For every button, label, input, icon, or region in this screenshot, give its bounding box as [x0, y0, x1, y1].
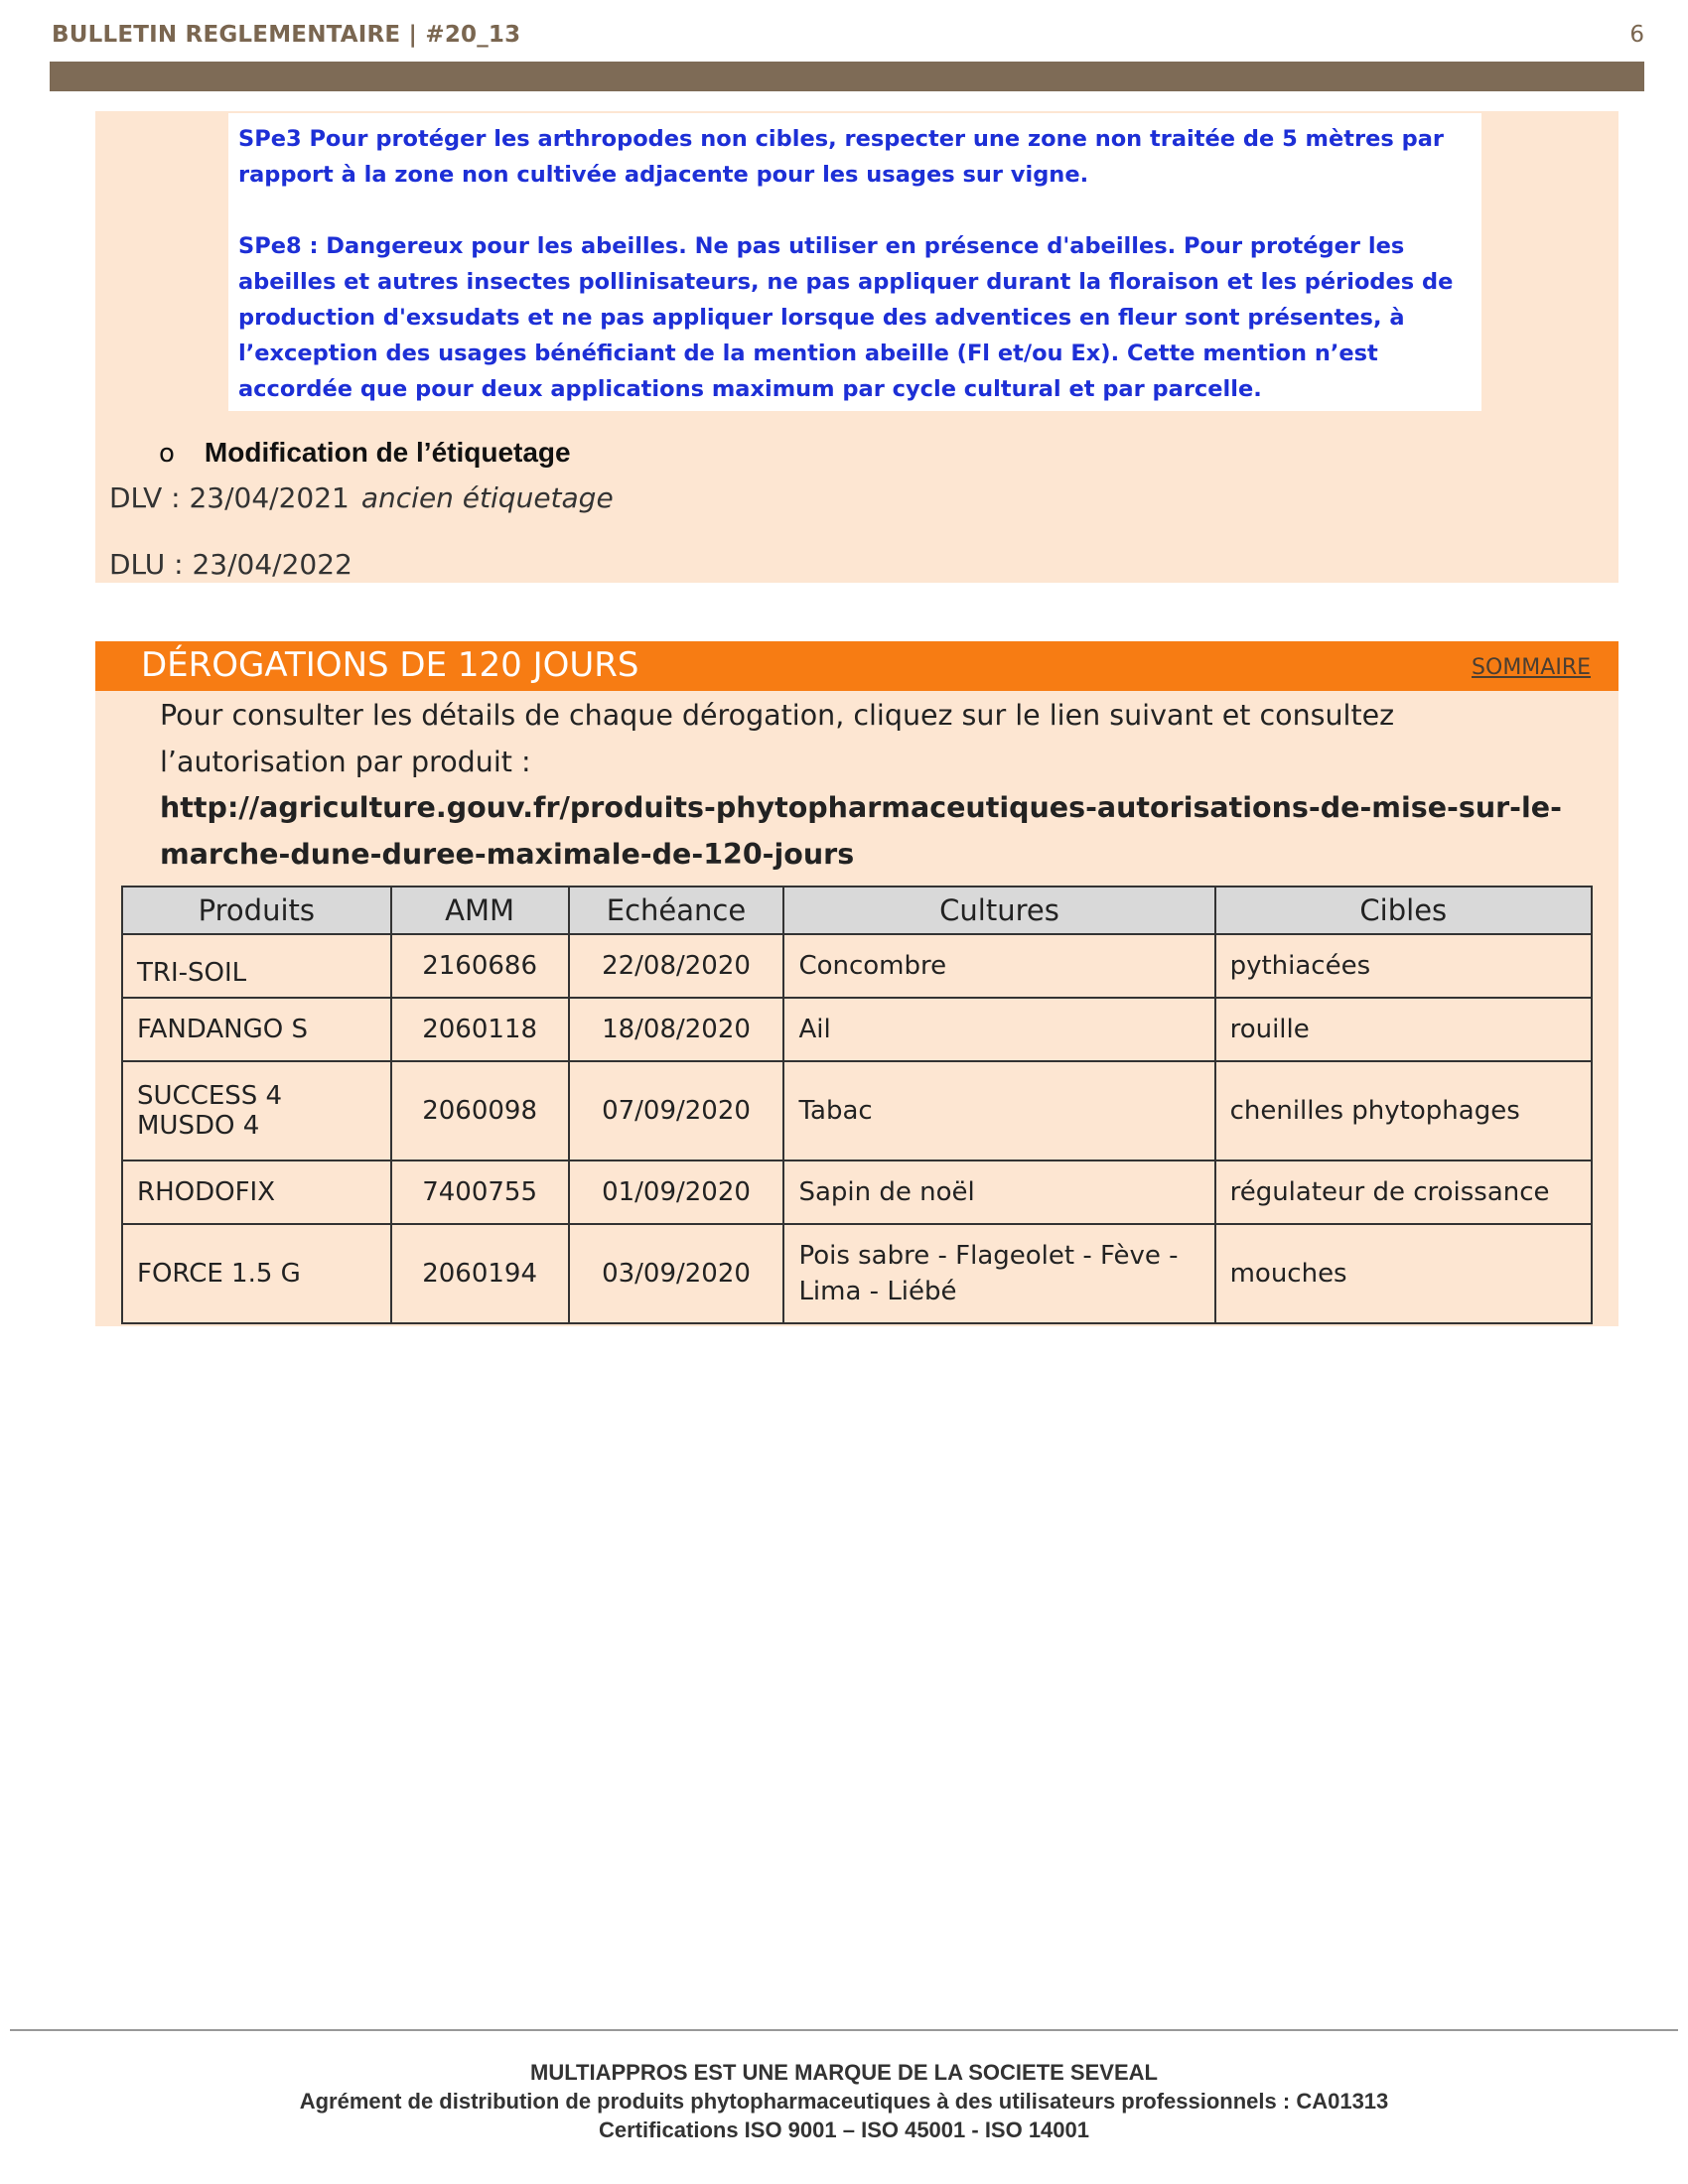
bulletin-title: BULLETIN REGLEMENTAIRE | #20_13	[52, 22, 521, 48]
modification-heading-label: Modification de l’étiquetage	[204, 437, 571, 468]
spe3-text: SPe3 Pour protéger les arthropodes non cibles, respecter une zone non traitée de 5 mètres par rapport à la zone non cultivée adjacente pour les usages sur vigne.	[238, 126, 1444, 188]
derogations-intro: Pour consulter les détails de chaque dérogation, cliquez sur le lien suivant et consultez l’autorisation par produit :	[160, 699, 1395, 778]
table-row	[122, 1061, 1592, 1160]
table-row	[122, 998, 1592, 1061]
footer-company: MULTIAPPROS EST UNE MARQUE DE LA SOCIETE SEVEAL	[530, 2060, 1158, 2085]
footer-divider	[10, 2029, 1678, 2031]
sommaire-link[interactable]: SOMMAIRE	[1472, 655, 1591, 680]
dlv-label: DLV : 23/04/2021	[109, 481, 350, 514]
culture-cell: Tabac	[783, 1061, 1214, 1160]
target-cell: rouille	[1215, 998, 1592, 1061]
table-row	[122, 1160, 1592, 1224]
amm-cell: 2160686	[391, 934, 569, 998]
date-cell: 07/09/2020	[569, 1061, 784, 1160]
culture-cell: Ail	[783, 998, 1214, 1061]
product-cell: RHODOFIX	[122, 1160, 391, 1224]
target-cell: pythiacées	[1215, 934, 1592, 998]
table-row	[122, 934, 1592, 998]
amm-cell: 2060098	[391, 1061, 569, 1160]
date-cell: 01/09/2020	[569, 1160, 784, 1224]
culture-cell: Sapin de noël	[783, 1160, 1214, 1224]
culture-cell: Pois sabre - Flageolet - Fève - Lima - Liébé	[783, 1224, 1214, 1323]
spe8-text: SPe8 : Dangereux pour les abeilles. Ne pas utiliser en présence d'abeilles. Pour protéger les abeilles et autres insectes pollinisateurs, ne pas appliquer durant la floraison et les périodes de production d'exsudats et ne pas appliquer lorsque des adventices en fleur sont présentes, à l’exception des usages bénéficiant de la mention abeille (Fl et/ou Ex). Cette mention n’est accordée que pour deux applications maximum par cycle cultural et par parcelle.	[238, 233, 1454, 402]
target-cell: chenilles phytophages	[1215, 1061, 1592, 1160]
derogations-table	[121, 886, 1593, 1324]
section-title: DÉROGATIONS DE 120 JOURS	[141, 645, 639, 685]
target-cell: mouches	[1215, 1224, 1592, 1323]
dlu-line: DLU : 23/04/2022	[109, 548, 352, 581]
bullet-icon: o	[159, 439, 175, 469]
derogations-url-link[interactable]: http://agriculture.gouv.fr/produits-phytopharmaceutiques-autorisations-de-mise-sur-le-marche-dune-duree-maximale-de-120-jours	[160, 791, 1562, 871]
date-cell: 03/09/2020	[569, 1224, 784, 1323]
product-cell: FANDANGO S	[122, 998, 391, 1061]
product-cell: FORCE 1.5 G	[122, 1224, 391, 1323]
spe-mentions-box	[228, 113, 1481, 411]
dlv-note: ancien étiquetage	[360, 481, 614, 514]
product-cell	[122, 1061, 391, 1160]
column-header: AMM	[391, 887, 569, 934]
column-header: Cultures	[783, 887, 1214, 934]
table-row	[122, 1224, 1592, 1323]
column-header: Echéance	[569, 887, 784, 934]
section-header-bar	[95, 641, 1618, 691]
amm-cell: 2060194	[391, 1224, 569, 1323]
modification-heading	[159, 437, 571, 469]
amm-cell: 7400755	[391, 1160, 569, 1224]
table-header-row	[122, 887, 1592, 934]
product-cell: TRI-SOIL	[122, 934, 391, 998]
column-header: Produits	[122, 887, 391, 934]
header-divider-bar	[50, 62, 1644, 91]
date-cell: 22/08/2020	[569, 934, 784, 998]
footer	[0, 2058, 1688, 2144]
target-cell: régulateur de croissance	[1215, 1160, 1592, 1224]
footer-certifications: Certifications ISO 9001 – ISO 45001 - ISO 14001	[598, 2117, 1090, 2142]
dlv-line	[109, 481, 614, 514]
date-cell: 18/08/2020	[569, 998, 784, 1061]
culture-cell: Concombre	[783, 934, 1214, 998]
column-header: Cibles	[1215, 887, 1592, 934]
footer-approval: Agrément de distribution de produits phytopharmaceutiques à des utilisateurs professionnels : CA01313	[299, 2089, 1389, 2114]
page-number: 6	[1629, 22, 1644, 48]
amm-cell: 2060118	[391, 998, 569, 1061]
product-name: SUCCESS 4 MUSDO 4	[137, 1081, 283, 1141]
